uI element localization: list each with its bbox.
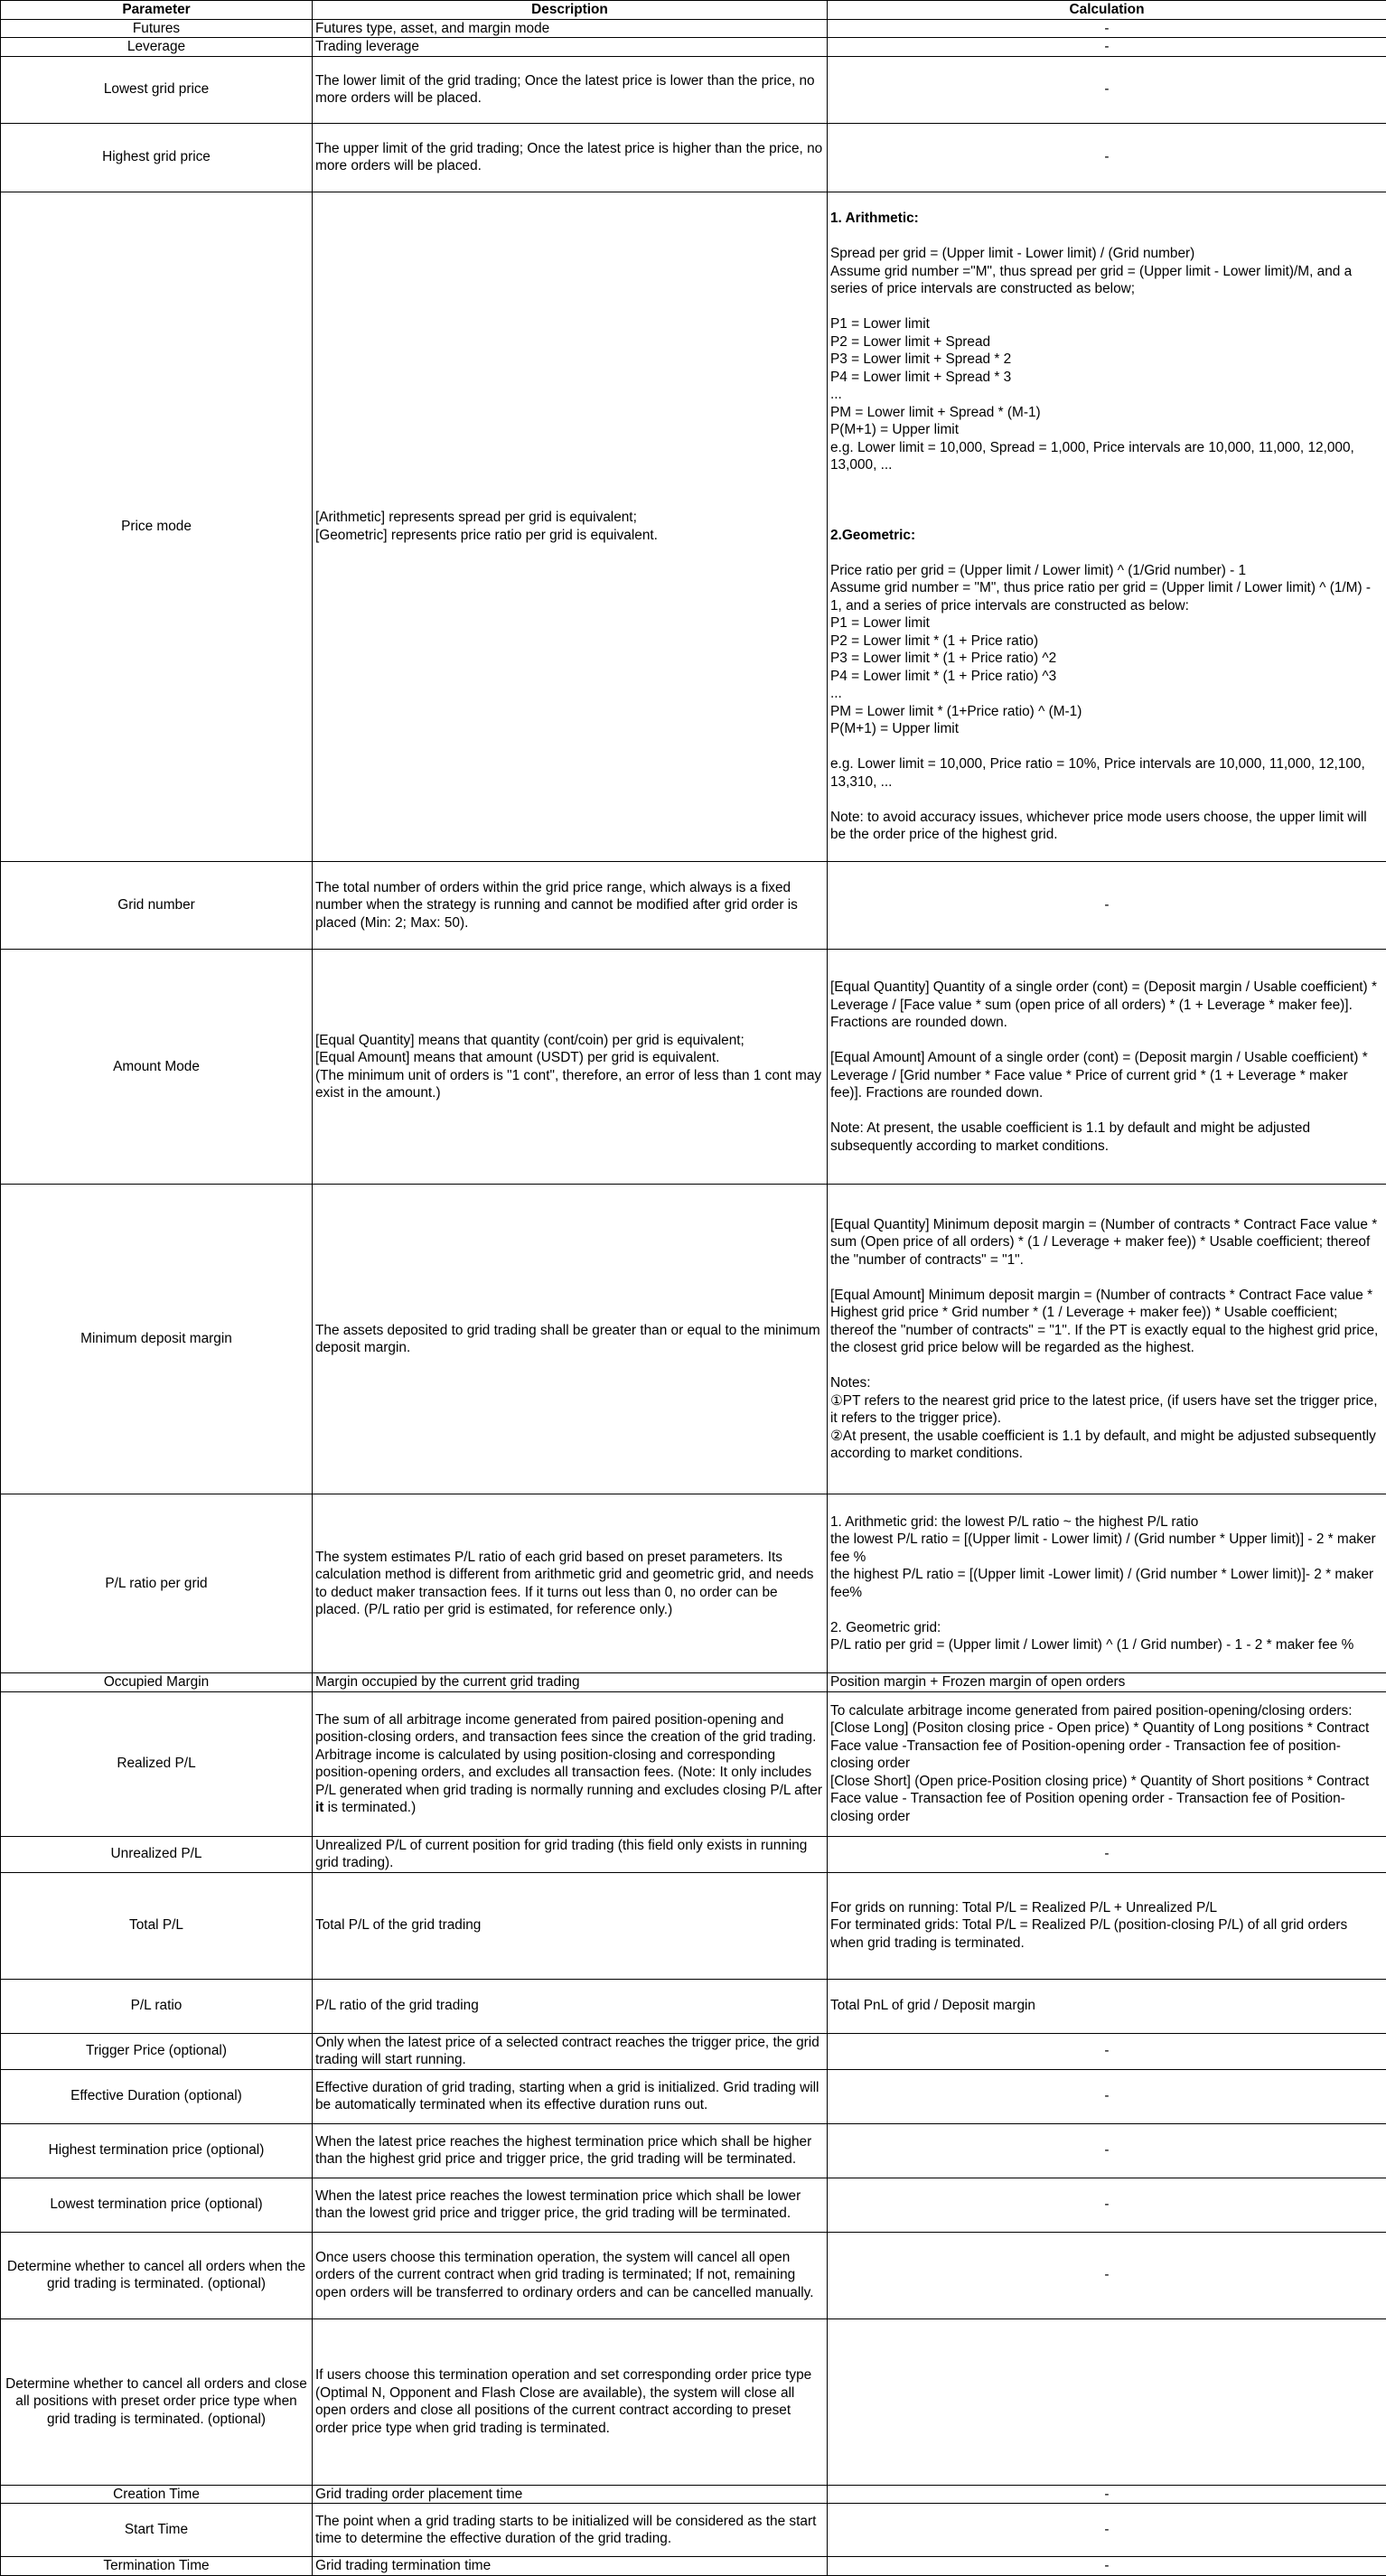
- description-text-end: is terminated.): [323, 1800, 416, 1815]
- row-pl-ratio: [1, 1979, 1386, 2033]
- calculation-cell: -: [828, 2069, 1386, 2123]
- calculation-cell: -: [828, 2232, 1386, 2318]
- description-emphasis: it: [315, 1800, 323, 1815]
- param-cell: Trigger Price (optional): [1, 2033, 313, 2069]
- description-cell: The point when a grid trading starts to be initialized will be considered as the start time to determine the effective duration of the grid trading.: [313, 2504, 828, 2557]
- param-cell: Amount Mode: [1, 950, 313, 1185]
- calculation-cell: 1. Arithmetic grid: the lowest P/L ratio ~ the highest P/L ratio the lowest P/L ratio = [(Upper limit - Lower limit) / (Grid number * Upper limit)] - 2 * maker fee % the highest P/L ratio = [(Upper limit -Lower limit) / (Grid number * Lower limit)]- 2 * maker fee% 2. Geometric grid: P/L ratio per grid = (Upper limit / Lower limit) ^ (1 / Grid number) - 1 - 2 * maker fee %: [828, 1494, 1386, 1673]
- param-cell: Minimum deposit margin: [1, 1185, 313, 1494]
- row-start-time: [1, 2504, 1386, 2557]
- description-cell: The assets deposited to grid trading shall be greater than or equal to the minimum deposit margin.: [313, 1185, 828, 1494]
- calculation-cell: [Equal Quantity] Minimum deposit margin = (Number of contracts * Contract Face value * sum (Open price of all orders) * (1 / Leverage + maker fee)) * Usable coefficient; thereof the "number of contracts" = "1". [Equal Amount] Minimum deposit margin = (Number of contracts * Contract Face value * Highest grid price * Grid number * (1 / Leverage + maker fee)) * Usable coefficient; thereof the "number of contracts" = "1". If the PT is exactly equal to the highest grid price, the closest grid price below will be regarded as the highest. Notes: ①PT refers to the nearest grid price to the latest price, (if users have set the trigger price, it refers to the trigger price). ②At present, the usable coefficient is 1.1 by default, and might be adjusted subsequently according to market conditions.: [828, 1185, 1386, 1494]
- param-cell: Realized P/L: [1, 1691, 313, 1836]
- param-cell: Futures: [1, 19, 313, 38]
- row-lowest-grid-price: [1, 56, 1386, 123]
- description-cell: [Arithmetic] represents spread per grid is equivalent; [Geometric] represents price ratio per grid is equivalent.: [313, 192, 828, 862]
- description-cell: [Equal Quantity] means that quantity (cont/coin) per grid is equivalent; [Equal Amount] means that amount (USDT) per grid is equivalent. (The minimum unit of orders is "1 cont", therefore, an error of less than 1 cont may exist in the amount.): [313, 950, 828, 1185]
- param-cell: Highest grid price: [1, 123, 313, 192]
- description-cell: The system estimates P/L ratio of each grid based on preset parameters. Its calculation method is different from arithmetic grid and geometric grid, and needs to deduct maker transaction fees. If it turns out less than 0, no order can be placed. (P/L ratio per grid is estimated, for reference only.): [313, 1494, 828, 1673]
- param-cell: Termination Time: [1, 2557, 313, 2576]
- row-highest-termination-price: [1, 2123, 1386, 2178]
- description-cell: Only when the latest price of a selected contract reaches the trigger price, the grid trading will start running.: [313, 2033, 828, 2069]
- param-cell: P/L ratio per grid: [1, 1494, 313, 1673]
- calculation-cell: -: [828, 2557, 1386, 2576]
- param-cell: Creation Time: [1, 2485, 313, 2504]
- row-leverage: [1, 38, 1386, 57]
- row-cancel-all-orders: [1, 2232, 1386, 2318]
- param-cell: Leverage: [1, 38, 313, 57]
- description-cell: The upper limit of the grid trading; Once the latest price is higher than the price, no more orders will be placed.: [313, 123, 828, 192]
- row-grid-number: [1, 862, 1386, 950]
- param-cell: Lowest grid price: [1, 56, 313, 123]
- param-cell: Grid number: [1, 862, 313, 950]
- calculation-cell: -: [828, 2485, 1386, 2504]
- param-cell: Occupied Margin: [1, 1673, 313, 1692]
- row-occupied-margin: [1, 1673, 1386, 1692]
- description-cell: When the latest price reaches the highest termination price which shall be higher than the highest grid price and trigger price, the grid trading will be terminated.: [313, 2123, 828, 2178]
- row-unrealized-pl: [1, 1836, 1386, 1872]
- description-text: The sum of all arbitrage income generated from paired position-opening and position-closing orders, and transaction fees since the creation of the grid trading. Arbitrage income is calculated by using position-closing and corresponding position-opening orders, and excludes all transaction fees. (Note: It only includes P/L generated when grid trading is normally running and excludes closing P/L after: [315, 1712, 822, 1798]
- description-cell: The total number of orders within the grid price range, which always is a fixed number when the strategy is running and cannot be modified after grid order is placed (Min: 2; Max: 50).: [313, 862, 828, 950]
- row-price-mode: [1, 192, 1386, 862]
- row-cancel-and-close: [1, 2318, 1386, 2485]
- calculation-cell: -: [828, 862, 1386, 950]
- param-cell: Highest termination price (optional): [1, 2123, 313, 2178]
- calculation-cell: Position margin + Frozen margin of open orders: [828, 1673, 1386, 1692]
- geometric-heading: 2.Geometric:: [830, 527, 1383, 545]
- description-cell: [313, 1691, 828, 1836]
- description-cell: Effective duration of grid trading, starting when a grid is initialized. Grid trading will be automatically terminated when its effective duration runs out.: [313, 2069, 828, 2123]
- param-cell: Lowest termination price (optional): [1, 2178, 313, 2232]
- row-amount-mode: [1, 950, 1386, 1185]
- calculation-cell: -: [828, 2178, 1386, 2232]
- description-cell: When the latest price reaches the lowest termination price which shall be lower than the lowest grid price and trigger price, the grid trading will be terminated.: [313, 2178, 828, 2232]
- description-cell: Total P/L of the grid trading: [313, 1872, 828, 1979]
- calculation-cell: [828, 2318, 1386, 2485]
- geometric-formula: Price ratio per grid = (Upper limit / Lower limit) ^ (1/Grid number) - 1 Assume grid number = "M", thus price ratio per grid = (Upper limit / Lower limit) ^ (1/M) - 1, and a series of price intervals are constructed as below: P1 = Lower limit P2 = Lower limit * (1 + Price ratio) P3 = Lower limit * (1 + Price ratio) ^2 P4 = Lower limit * (1 + Price ratio) ^3 ... PM = Lower limit * (1+Price ratio) ^ (M-1) P(M+1) = Upper limit e.g. Lower limit = 10,000, Price ratio = 10%, Price intervals are 10,000, 11,000, 12,100, 13,310, ... Note: to avoid accuracy issues, whichever price mode users choose, the upper limit will be the order price of the highest grid.: [830, 562, 1383, 844]
- row-trigger-price: [1, 2033, 1386, 2069]
- param-cell: Effective Duration (optional): [1, 2069, 313, 2123]
- calculation-cell: To calculate arbitrage income generated from paired position-opening/closing orders: [Close Long] (Positon closing price - Open price) * Quantity of Long positions * Contract Face value -Transaction fee of Position-opening order - Transaction fee of position-closing order [Close Short] (Open price-Position closing price) * Quantity of Short positions * Contract Face value - Transaction fee of Position opening order - Transaction fee of Position-closing order: [828, 1691, 1386, 1836]
- row-creation-time: [1, 2485, 1386, 2504]
- calculation-cell: [828, 192, 1386, 862]
- row-termination-time: [1, 2557, 1386, 2576]
- description-cell: The lower limit of the grid trading; Once the latest price is lower than the price, no more orders will be placed.: [313, 56, 828, 123]
- calculation-cell: -: [828, 2123, 1386, 2178]
- arithmetic-heading: 1. Arithmetic:: [830, 210, 1383, 228]
- header-row: [1, 1, 1386, 20]
- arithmetic-formula: Spread per grid = (Upper limit - Lower limit) / (Grid number) Assume grid number ="M", thus spread per grid = (Upper limit - Lower limit)/M, and a series of price intervals are constructed as below; P1 = Lower limit P2 = Lower limit + Spread P3 = Lower limit + Spread * 2 P4 = Lower limit + Spread * 3 ... PM = Lower limit + Spread * (M-1) P(M+1) = Upper limit e.g. Lower limit = 10,000, Spread = 1,000, Price intervals are 10,000, 11,000, 12,000, 13,000, ...: [830, 245, 1383, 474]
- header-description: Description: [313, 1, 828, 20]
- calculation-cell: -: [828, 123, 1386, 192]
- row-realized-pl: [1, 1691, 1386, 1836]
- calculation-cell: -: [828, 1836, 1386, 1872]
- description-cell: Margin occupied by the current grid trading: [313, 1673, 828, 1692]
- header-calculation: Calculation: [828, 1, 1386, 20]
- calculation-cell: Total PnL of grid / Deposit margin: [828, 1979, 1386, 2033]
- param-cell: Determine whether to cancel all orders and close all positions with preset order price type when grid trading is terminated. (optional): [1, 2318, 313, 2485]
- calculation-cell: For grids on running: Total P/L = Realized P/L + Unrealized P/L For terminated grids: Total P/L = Realized P/L (position-closing P/L) of all grid orders when grid trading is terminated.: [828, 1872, 1386, 1979]
- calculation-cell: -: [828, 56, 1386, 123]
- description-cell: If users choose this termination operation and set corresponding order price type (Optimal N, Opponent and Flash Close are available), the system will close all open orders and close all positions of the current contract according to preset order price type when grid trading is terminated.: [313, 2318, 828, 2485]
- calculation-cell: -: [828, 2504, 1386, 2557]
- param-cell: Price mode: [1, 192, 313, 862]
- row-minimum-deposit-margin: [1, 1185, 1386, 1494]
- description-cell: Trading leverage: [313, 38, 828, 57]
- param-cell: P/L ratio: [1, 1979, 313, 2033]
- description-cell: Unrealized P/L of current position for grid trading (this field only exists in running grid trading).: [313, 1836, 828, 1872]
- row-effective-duration: [1, 2069, 1386, 2123]
- param-cell: Unrealized P/L: [1, 1836, 313, 1872]
- row-total-pl: [1, 1872, 1386, 1979]
- description-cell: Grid trading termination time: [313, 2557, 828, 2576]
- row-pl-ratio-per-grid: [1, 1494, 1386, 1673]
- calculation-cell: -: [828, 2033, 1386, 2069]
- param-cell: Determine whether to cancel all orders when the grid trading is terminated. (optional): [1, 2232, 313, 2318]
- description-cell: Once users choose this termination operation, the system will cancel all open orders of the current contract when grid trading is terminated; If not, remaining open orders will be transferred to ordinary orders and can be cancelled manually.: [313, 2232, 828, 2318]
- row-highest-grid-price: [1, 123, 1386, 192]
- description-cell: P/L ratio of the grid trading: [313, 1979, 828, 2033]
- description-cell: Futures type, asset, and margin mode: [313, 19, 828, 38]
- calculation-cell: [Equal Quantity] Quantity of a single order (cont) = (Deposit margin / Usable coefficient) * Leverage / [Face value * sum (open price of all orders) * (1 + Leverage * maker fee)]. Fractions are rounded down. [Equal Amount] Amount of a single order (cont) = (Deposit margin / Usable coefficient) * Leverage / [Grid number * Face value * Price of current grid * (1 + Leverage * maker fee)]. Fractions are rounded down. Note: At present, the usable coefficient is 1.1 by default and might be adjusted subsequently according to market conditions.: [828, 950, 1386, 1185]
- calculation-cell: -: [828, 38, 1386, 57]
- header-parameter: Parameter: [1, 1, 313, 20]
- param-cell: Total P/L: [1, 1872, 313, 1979]
- param-cell: Start Time: [1, 2504, 313, 2557]
- calculation-cell: -: [828, 19, 1386, 38]
- row-lowest-termination-price: [1, 2178, 1386, 2232]
- row-futures: [1, 19, 1386, 38]
- description-cell: Grid trading order placement time: [313, 2485, 828, 2504]
